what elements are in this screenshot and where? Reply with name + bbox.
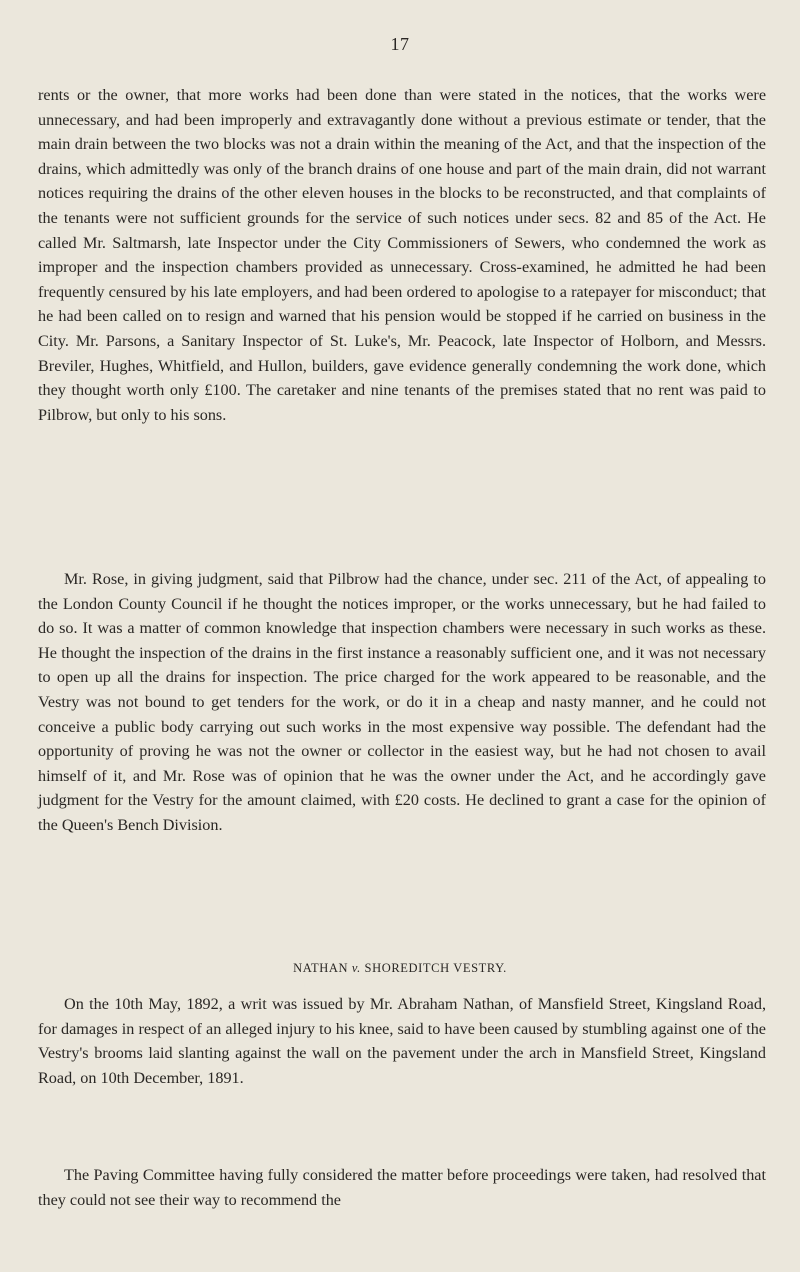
paragraph-judgment: Mr. Rose, in giving judgment, said that Pilbrow had the chance, under sec. 211 of the Act, of appealing to the London County Council if he thought the notices improper, or the works unnecessary, but he had failed to do so. It was a matter of common knowledge that inspection chambers were necessary in such works as these. He thought the inspection of the drains in the first instance a reasonably sufficient one, and it was not necessary to open up all the drains for inspection. The price charged for the work appeared to be reasonable, and the Vestry was not bound to get tenders for the work, or do it in a cheap and nasty manner, and he could not conceive a public body carrying out such works in the most expensive way possible. The defendant had the opportunity of proving he was not the owner or collector in the easiest way, but he had not chosen to avail himself of it, and Mr. Rose was of opinion that he was the owner under the Act, and he accordingly gave judgment for the Vestry for the amount claimed, with £20 costs. He declined to grant a case for the opinion of the Queen's Bench Division. <box>38 570 766 834</box>
case-versus: v. <box>351 961 361 975</box>
case-defendant: SHOREDITCH VESTRY. <box>364 961 507 975</box>
case-heading <box>0 961 800 976</box>
paragraph-evidence: rents or the owner, that more works had been done than were stated in the notices, that the works were unnecessary, and had been improperly and extravagantly done without a previous estimate or tender, that the main drain between the two blocks was not a drain within the meaning of the Act, and that the inspection of the drains, which admittedly was only of the branch drains of one house and part of the main drain, did not warrant notices requiring the drains of the other eleven houses in the blocks to be reconstructed, and that complaints of the tenants were not sufficient grounds for the service of such notices under secs. 82 and 85 of the Act. He called Mr. Saltmarsh, late Inspector under the City Commissioners of Sewers, who condemned the work as improper and the inspection chambers provided as unnecessary. Cross-examined, he admitted he had been frequently censured by his late employers, and had been ordered to apologise to a ratepayer for misconduct; that he had been called on to resign and warned that his pension would be stopped if he carried on business in the City. Mr. Parsons, a Sanitary Inspector of St. Luke's, Mr. Peacock, late Inspector of Holborn, and Messrs. Breviler, Hughes, Whitfield, and Hullon, builders, gave evidence generally condemning the work done, which they thought worth only £100. The caretaker and nine tenants of the premises stated that no rent was paid to Pilbrow, but only to his sons. <box>38 86 766 424</box>
page-number: 17 <box>390 34 410 54</box>
paragraph-writ: On the 10th May, 1892, a writ was issued by Mr. Abraham Nathan, of Mansfield Street, Kingsland Road, for damages in respect of an alleged injury to his knee, said to have been caused by stumbling against one of the Vestry's brooms laid slanting against the wall on the pavement under the arch in Mansfield Street, Kingsland Road, on 10th December, 1891. <box>38 995 766 1087</box>
paragraph-paving-committee: The Paving Committee having fully considered the matter before proceedings were taken, had resolved that they could not see their way to recommend the <box>38 1166 766 1209</box>
case-plaintiff: NATHAN <box>293 961 349 975</box>
